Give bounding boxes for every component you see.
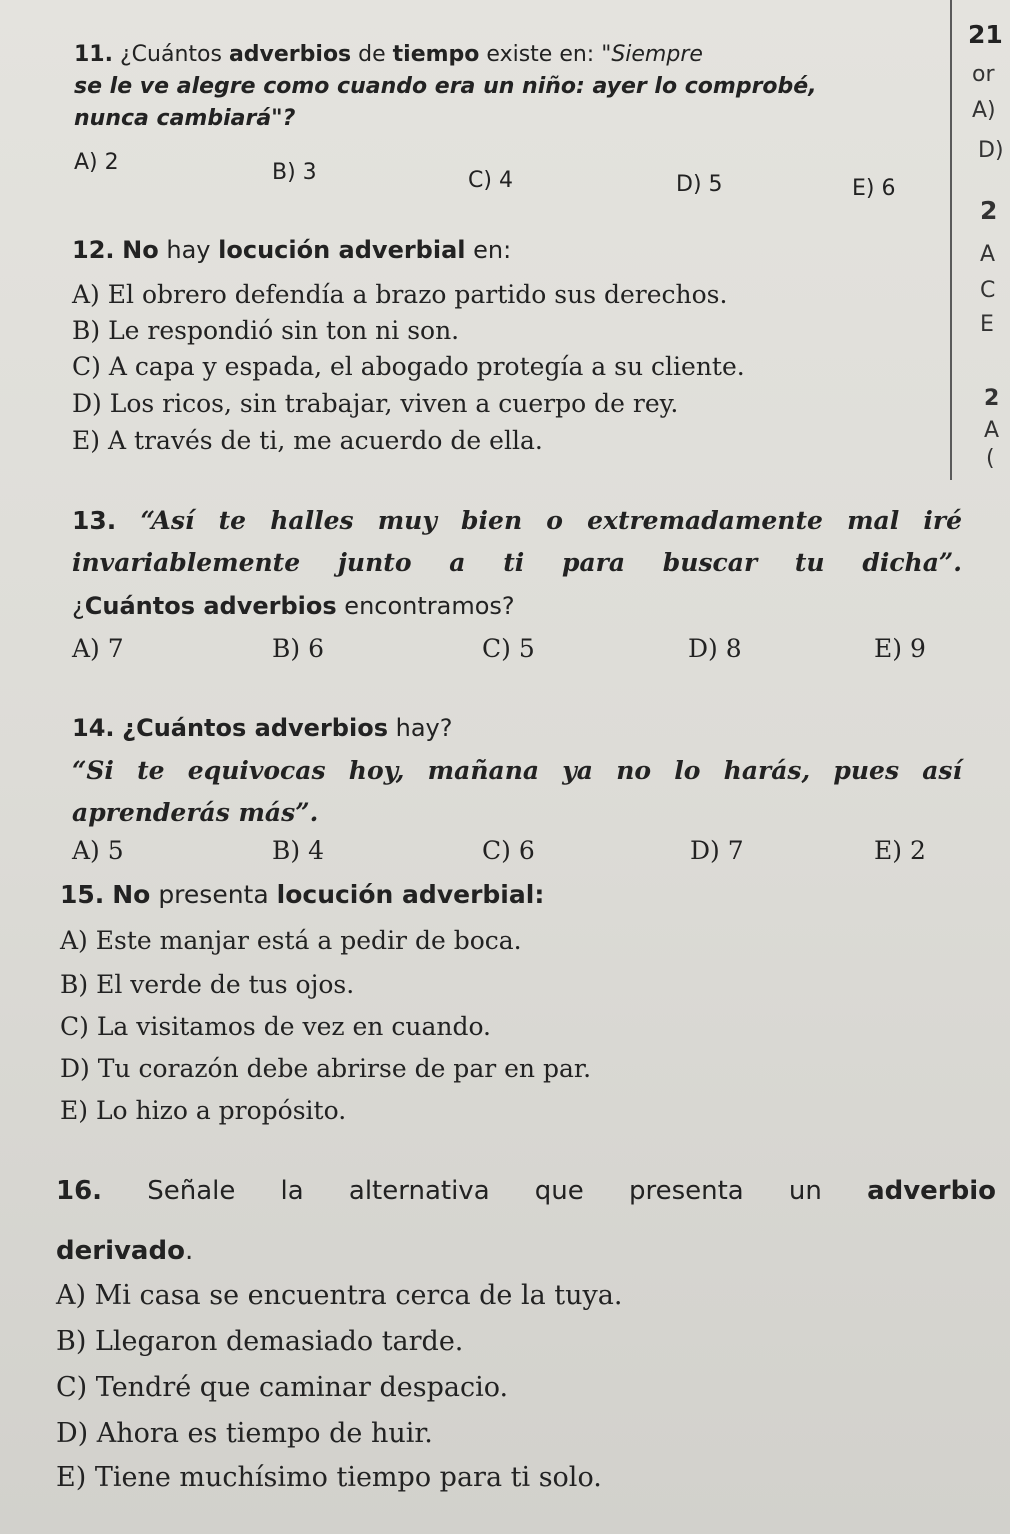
option-b[interactable]: B) 6 [272, 634, 324, 663]
question-text: existe en: [486, 42, 602, 67]
option-c[interactable]: C) La visitamos de vez en cuando. [60, 1012, 492, 1041]
keyword: Cuántos adverbios [84, 592, 337, 620]
keyword: tiempo [392, 42, 480, 67]
quote-text: “Así te halles muy bien o extremadamente mal iré [140, 506, 962, 535]
right-column-fragment: or [972, 62, 995, 87]
option-e[interactable]: E) 2 [874, 836, 926, 865]
option-c[interactable]: C) A capa y espada, el abogado protegía a su cliente. [72, 352, 745, 381]
right-column-fragment: D) [978, 138, 1004, 163]
option-d[interactable]: D) Los ricos, sin trabajar, viven a cuerpo de rey. [72, 389, 679, 418]
option-a[interactable]: A) El obrero defendía a brazo partido sus derechos. [72, 280, 728, 309]
question-text: hay [166, 236, 211, 264]
question-15-prompt [60, 880, 544, 909]
option-c[interactable]: C) Tendré que caminar despacio. [56, 1372, 509, 1403]
option-c[interactable]: C) 4 [468, 168, 513, 193]
quote-line: nunca cambiará"? [74, 106, 296, 131]
question-text: presenta [158, 880, 269, 909]
page-number: 21 [968, 20, 1003, 49]
quote-line: aprenderás más”. [72, 798, 319, 827]
option-a[interactable]: A) Este manjar está a pedir de boca. [60, 926, 522, 955]
option-b[interactable]: B) 3 [272, 160, 317, 185]
quote-text: "Siempre [601, 42, 703, 67]
question-text: : [534, 880, 545, 909]
question-number: 13. [72, 506, 117, 535]
option-d[interactable]: D) 8 [688, 634, 742, 663]
option-b[interactable]: B) El verde de tus ojos. [60, 970, 355, 999]
question-14-prompt [72, 714, 452, 742]
right-column-fragment: C [980, 278, 996, 303]
question-text: ¿Cuántos [119, 42, 222, 67]
right-column-fragment: 2 [980, 196, 998, 225]
right-column-fragment: A [980, 242, 996, 267]
keyword: locución adverbial [276, 880, 535, 909]
keyword: No [112, 880, 151, 909]
option-a[interactable]: A) 7 [72, 634, 124, 663]
right-column-fragment: E [980, 312, 994, 337]
option-a[interactable]: A) 5 [72, 836, 124, 865]
option-b[interactable]: B) 4 [272, 836, 324, 865]
question-number: 12. [72, 236, 115, 264]
column-divider [950, 0, 952, 480]
question-text: Señale la alternativa que presenta un [147, 1176, 822, 1206]
option-b[interactable]: B) Llegaron demasiado tarde. [56, 1326, 464, 1357]
question-number: 16. [56, 1176, 103, 1206]
question-text: en: [473, 236, 512, 264]
keyword: No [122, 236, 159, 264]
question-number: 14. [72, 714, 115, 742]
option-a[interactable]: A) Mi casa se encuentra cerca de la tuya. [56, 1280, 623, 1311]
quote-line: “Si te equivocas hoy, mañana ya no lo harás, pues así [72, 756, 962, 785]
option-e[interactable]: E) 6 [852, 176, 896, 201]
right-column-fragment: A [984, 418, 1000, 443]
quote-line: invariablemente junto a ti para buscar tu dicha”. [72, 548, 962, 577]
quote-line: se le ve alegre como cuando era un niño: ayer lo comprobé, [74, 74, 817, 99]
question-text: hay? [395, 714, 453, 742]
option-a[interactable]: A) 2 [74, 150, 119, 175]
option-b[interactable]: B) Le respondió sin ton ni son. [72, 316, 460, 345]
option-e[interactable]: E) Lo hizo a propósito. [60, 1096, 347, 1125]
option-c[interactable]: C) 6 [482, 836, 535, 865]
keyword: locución adverbial [218, 236, 466, 264]
question-13-prompt [72, 592, 515, 620]
keyword: adverbios [228, 42, 352, 67]
question-number: 15. [60, 880, 105, 909]
right-column-fragment: ( [986, 446, 995, 471]
right-column-fragment: 2 [984, 386, 1000, 411]
keyword: ¿Cuántos adverbios [122, 714, 388, 742]
question-12-prompt [72, 236, 511, 264]
keyword: adverbio [867, 1176, 997, 1206]
option-d[interactable]: D) Ahora es tiempo de huir. [56, 1418, 433, 1449]
question-11-prompt [74, 42, 703, 67]
question-text: . [184, 1236, 194, 1266]
option-d[interactable]: D) Tu corazón debe abrirse de par en par. [60, 1054, 592, 1083]
option-c[interactable]: C) 5 [482, 634, 535, 663]
option-e[interactable]: E) 9 [874, 634, 926, 663]
keyword: derivado [56, 1236, 185, 1266]
right-column-fragment: A) [972, 98, 996, 123]
question-13-quote [72, 506, 962, 535]
question-16-prompt-cont [56, 1236, 193, 1266]
question-text: ¿ [72, 592, 85, 620]
option-d[interactable]: D) 7 [690, 836, 744, 865]
option-e[interactable]: E) Tiene muchísimo tiempo para ti solo. [56, 1462, 602, 1493]
question-text: encontramos? [344, 592, 515, 620]
question-16-prompt [56, 1176, 996, 1206]
question-number: 11. [74, 42, 113, 67]
question-text: de [358, 42, 386, 67]
option-d[interactable]: D) 5 [676, 172, 723, 197]
option-e[interactable]: E) A través de ti, me acuerdo de ella. [72, 426, 543, 455]
